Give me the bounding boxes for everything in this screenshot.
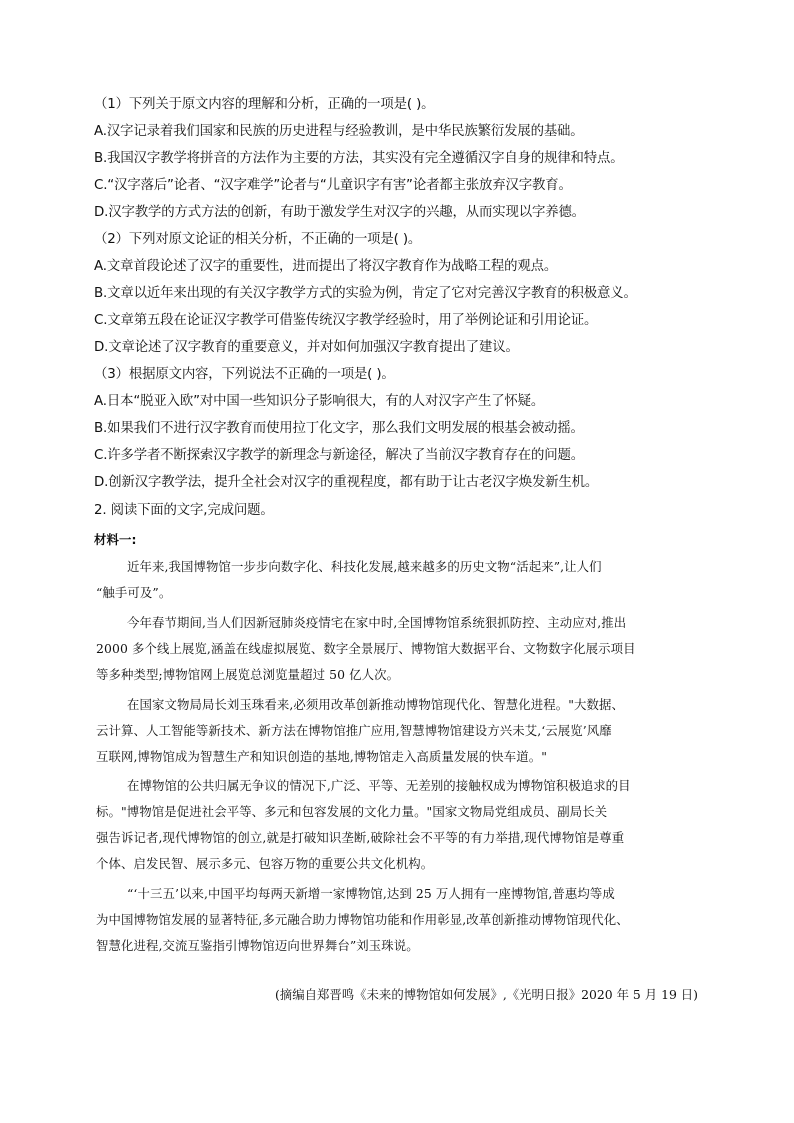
question-1-option-a: A.汉字记录着我们国家和民族的历史进程与经验教训，是中华民族繁衍发展的基础。	[94, 124, 584, 139]
question-1-option-c: C.“汉字落后”论者、“汉字难学”论者与“儿童识字有害”论者都主张放弃汉字教育。	[94, 178, 572, 193]
material-source-citation: (摘编自郑晋鸣《未来的博物馆如何发展》,《光明日报》2020 年 5 月 19 日)	[274, 987, 698, 1002]
question-2-option-b: B.文章以近年来出现的有关汉字教学方式的实验为例，肯定了它对完善汉字教育的积极意义。	[94, 286, 637, 301]
material-1-title: 材料一:	[94, 532, 137, 547]
question-1-option-d: D.汉字教学的方式方法的创新，有助于激发学生对汉字的兴趣，从而实现以字养德。	[94, 205, 585, 220]
question-3-stem: （3）根据原文内容，下列说法不正确的一项是( )。	[94, 367, 395, 382]
question-2-option-a: A.文章首段论述了汉字的重要性，进而提出了将汉字教育作为战略工程的观点。	[94, 259, 558, 274]
question-2-option-c: C.文章第五段在论证汉字教学可借鉴传统汉字教学经验时，用了举例论证和引用论证。	[94, 313, 598, 328]
material-paragraph-5-line-1: “‘十三五’以来,中国平均每两天新增一家博物馆,达到 25 万人拥有一座博物馆,普惠均等成	[127, 886, 615, 901]
material-paragraph-5-line-3: 智慧化进程,交流互鉴指引博物馆迈向世界舞台”刘玉珠说。	[96, 938, 419, 953]
material-paragraph-3-line-1: 在国家文物局局长刘玉珠看来,必须用改革创新推动博物馆现代化、智慧化进程。"大数据、	[127, 697, 624, 712]
material-paragraph-2-line-1: 今年春节期间,当人们因新冠肺炎疫情宅在家中时,全国博物馆系统狠抓防控、主动应对,推出	[127, 615, 627, 630]
material-paragraph-1-line-1: 近年来,我国博物馆一步步向数字化、科技化发展,越来越多的历史文物“活起来”,让人们	[127, 559, 602, 574]
material-paragraph-4-line-3: 强告诉记者,现代博物馆的创立,就是打破知识垄断,破除社会不平等的有力举措,现代博物馆是尊重	[96, 830, 625, 845]
question-2-option-d: D.文章论述了汉字教育的重要意义，并对如何加强汉字教育提出了建议。	[94, 340, 519, 355]
material-paragraph-4-line-4: 个体、启发民智、展示多元、包容万物的重要公共文化机构。	[96, 856, 434, 871]
material-paragraph-4-line-1: 在博物馆的公共归属无争议的情况下,广泛、平等、无差别的接触权成为博物馆积极追求的目	[127, 778, 631, 793]
question-3-option-b: B.如果我们不进行汉字教育而使用拉丁化文字，那么我们文明发展的根基会被动摇。	[94, 421, 584, 436]
question-3-option-c: C.许多学者不断探索汉字教学的新理念与新途径，解决了当前汉字教育存在的问题。	[94, 448, 584, 463]
material-paragraph-3-line-2: 云计算、人工智能等新技术、新方法在博物馆推广应用,智慧博物馆建设方兴未艾,‘云展览’风靡	[96, 723, 612, 738]
material-paragraph-2-line-2: 2000 多个线上展览,涵盖在线虚拟展览、数字全景展厅、博物馆大数据平台、文物数字化展示项目	[96, 641, 636, 656]
section-2-heading: 2. 阅读下面的文字,完成问题。	[94, 503, 274, 518]
question-1-option-b: B.我国汉字教学将拼音的方法作为主要的方法，其实没有完全遵循汉字自身的规律和特点。	[94, 151, 624, 166]
question-2-stem: （2）下列对原文论证的相关分析，不正确的一项是( )。	[94, 232, 422, 247]
question-3-option-a: A.日本“脱亚入欧”对中国一些知识分子影响很大，有的人对汉字产生了怀疑。	[94, 394, 545, 409]
material-paragraph-1-line-2: “触手可及”。	[96, 585, 172, 600]
material-paragraph-5-line-2: 为中国博物馆发展的显著特征,多元融合助力博物馆功能和作用彰显,改革创新推动博物馆现代化、	[96, 912, 629, 927]
material-paragraph-3-line-3: 互联网,博物馆成为智慧生产和知识创造的基地,博物馆走入高质量发展的快车道。"	[96, 749, 548, 764]
material-paragraph-2-line-3: 等多种类型;博物馆网上展览总浏览量超过 50 亿人次。	[96, 667, 400, 682]
material-paragraph-4-line-2: 标。"博物馆是促进社会平等、多元和包容发展的文化力量。"国家文物局党组成员、副局长关	[96, 804, 608, 819]
question-1-stem: （1）下列关于原文内容的理解和分析，正确的一项是( )。	[94, 97, 435, 112]
question-3-option-d: D.创新汉字教学法，提升全社会对汉字的重视程度，都有助于让古老汉字焕发新生机。	[94, 475, 599, 490]
